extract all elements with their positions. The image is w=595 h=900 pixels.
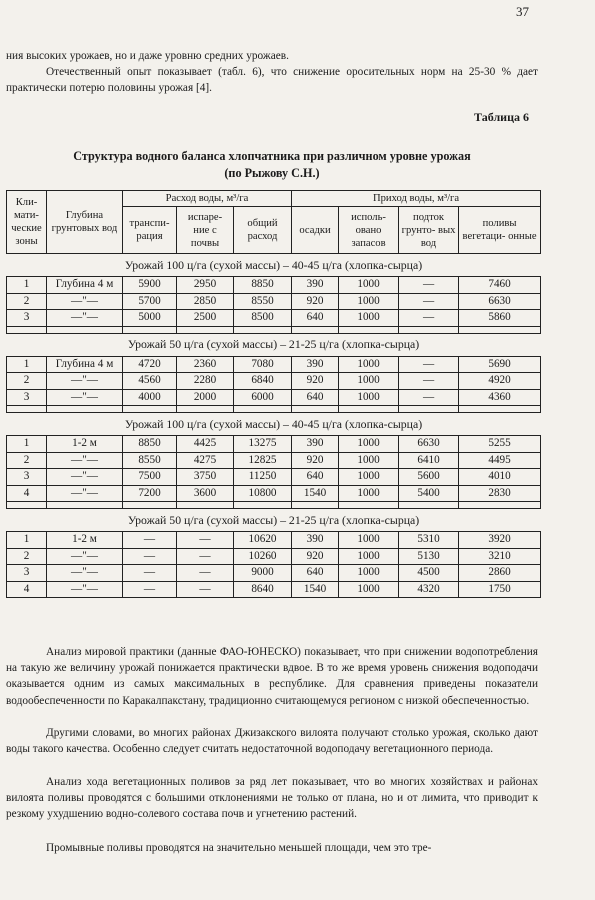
table-cell: 1000 (339, 532, 399, 549)
table-cell: —"— (47, 373, 123, 390)
table-cell: 1000 (339, 373, 399, 390)
spacer-cell (177, 406, 234, 413)
table-cell: 6410 (399, 452, 459, 469)
table-cell: — (399, 356, 459, 373)
table-row (7, 469, 541, 486)
table-cell: —"— (47, 310, 123, 327)
table-cell: — (177, 532, 234, 549)
table-row (7, 277, 541, 294)
table-cell: 390 (292, 356, 339, 373)
header-used-reserves: исполь- овано запасов (339, 207, 399, 254)
table-cell: 8640 (234, 581, 292, 598)
spacer-cell (47, 502, 123, 509)
spacer-cell (123, 326, 177, 333)
table-cell: 2 (7, 293, 47, 310)
section-title: Урожай 100 ц/га (сухой массы) – 40-45 ц/га (хлопка-сырца) (7, 254, 541, 277)
table-cell: —"— (47, 485, 123, 502)
table-row (7, 389, 541, 406)
table-cell: —"— (47, 469, 123, 486)
spacer-cell (292, 502, 339, 509)
table-cell: 1-2 м (47, 532, 123, 549)
table-cell: 2280 (177, 373, 234, 390)
table-cell: 640 (292, 310, 339, 327)
table-cell: 1540 (292, 485, 339, 502)
table-cell: 1000 (339, 436, 399, 453)
section-title-row (7, 509, 541, 532)
table-cell: 640 (292, 389, 339, 406)
table-cell: 390 (292, 436, 339, 453)
table-cell: 3 (7, 310, 47, 327)
table-cell: 3920 (459, 532, 541, 549)
table-cell: 390 (292, 277, 339, 294)
table-cell: 2 (7, 452, 47, 469)
table-row (7, 548, 541, 565)
table-row (7, 356, 541, 373)
spacer-cell (459, 406, 541, 413)
table-cell: — (123, 565, 177, 582)
spacer-cell (399, 502, 459, 509)
table-cell: 390 (292, 532, 339, 549)
spacer-cell (234, 406, 292, 413)
table-body (7, 254, 541, 598)
table-cell: 1000 (339, 452, 399, 469)
table-cell: 4495 (459, 452, 541, 469)
spacer-cell (47, 326, 123, 333)
table-row (7, 565, 541, 582)
table-title (6, 148, 538, 182)
table-cell: 4 (7, 581, 47, 598)
table-cell: 1 (7, 277, 47, 294)
section-spacer (7, 406, 541, 413)
table-cell: 4000 (123, 389, 177, 406)
table-cell: 2830 (459, 485, 541, 502)
table-cell: 5600 (399, 469, 459, 486)
section-spacer (7, 502, 541, 509)
body-paragraph-2: Другими словами, во многих районах Джизакского вилоята получают столько урожая, сколько дают воды такого качества. Особенно следует считать недостаточной водоподачу вегетационного периода. (6, 727, 538, 756)
body-paragraph-1: Анализ мировой практики (данные ФАО-ЮНЕСКО) показывает, что при снижении водопотребления на такую же величину урожай понижается практически вдвое. В то же время уровень снижения водоподачи оказывается одним из самых максимальных в республике. Для сравнения приведены показатели водообеспеченности по Каракалпакстану, традиционно считающемуся регионом с низкой обеспеченностью. (6, 646, 538, 707)
table-cell: 10260 (234, 548, 292, 565)
header-inflow: Приход воды, м³/га (292, 191, 541, 207)
table-cell: 2 (7, 548, 47, 565)
table-cell: 3210 (459, 548, 541, 565)
table-cell: 8850 (234, 277, 292, 294)
table-cell: 3 (7, 565, 47, 582)
table-cell: 1-2 м (47, 436, 123, 453)
table-cell: —"— (47, 581, 123, 598)
table-cell: — (177, 565, 234, 582)
table-cell: — (177, 548, 234, 565)
table-cell: 4320 (399, 581, 459, 598)
table-cell: 4500 (399, 565, 459, 582)
table-cell: 10620 (234, 532, 292, 549)
table-cell: Глубина 4 м (47, 277, 123, 294)
table-cell: 4 (7, 485, 47, 502)
header-total: общий расход (234, 207, 292, 254)
table-cell: 7500 (123, 469, 177, 486)
table-row (7, 532, 541, 549)
header-evaporation: испаре- ние с почвы (177, 207, 234, 254)
table-cell: 2000 (177, 389, 234, 406)
table-cell: 4275 (177, 452, 234, 469)
spacer-cell (177, 502, 234, 509)
section-title-row (7, 413, 541, 436)
table-cell: 5310 (399, 532, 459, 549)
header-zones: Кли- мати- ческие зоны (7, 191, 47, 254)
table-cell: —"— (47, 548, 123, 565)
table-cell: 11250 (234, 469, 292, 486)
table-cell: 2360 (177, 356, 234, 373)
table-cell: — (399, 293, 459, 310)
section-title: Урожай 50 ц/га (сухой массы) – 21-25 ц/га (хлопка-сырца) (7, 509, 541, 532)
table-cell: —"— (47, 389, 123, 406)
table-cell: 5900 (123, 277, 177, 294)
table-cell: 2500 (177, 310, 234, 327)
table-cell: — (399, 389, 459, 406)
table-row (7, 373, 541, 390)
table-cell: 1 (7, 356, 47, 373)
table-cell: 3 (7, 469, 47, 486)
table-cell: 2 (7, 373, 47, 390)
table-cell: 5690 (459, 356, 541, 373)
table-cell: 8550 (234, 293, 292, 310)
table-row (7, 310, 541, 327)
body-paragraph-3: Анализ хода вегетационных поливов за ряд лет показывает, что во многих хозяйствах и районах вилоята поливы проводятся с большими отклонениями не только от плана, но и от лимита, что приводит к резкому ухудшению водно-солевого состава почв и угнетению растений. (6, 776, 538, 821)
table-cell: 920 (292, 373, 339, 390)
table-cell: 1000 (339, 389, 399, 406)
header-depth: Глубина грунтовых вод (47, 191, 123, 254)
section-title-row (7, 333, 541, 356)
table-cell: 9000 (234, 565, 292, 582)
table-cell: — (123, 581, 177, 598)
table-cell: 1000 (339, 548, 399, 565)
table-cell: — (123, 548, 177, 565)
table-cell: 4360 (459, 389, 541, 406)
table-cell: 8500 (234, 310, 292, 327)
table-cell: —"— (47, 452, 123, 469)
table-cell: 640 (292, 469, 339, 486)
table-cell: 3 (7, 389, 47, 406)
table-cell: 4010 (459, 469, 541, 486)
header-irrigation: поливы вегетаци- онные (459, 207, 541, 254)
section-title: Урожай 100 ц/га (сухой массы) – 40-45 ц/га (хлопка-сырца) (7, 413, 541, 436)
spacer-cell (399, 326, 459, 333)
table-cell: —"— (47, 565, 123, 582)
table-title-line2: (по Рыжову С.Н.) (224, 166, 320, 180)
table-cell: 1 (7, 532, 47, 549)
table-cell: 13275 (234, 436, 292, 453)
header-groundwater: подток грунто- вых вод (399, 207, 459, 254)
spacer-cell (339, 406, 399, 413)
table-row (7, 452, 541, 469)
table-cell: 1000 (339, 469, 399, 486)
spacer-cell (234, 502, 292, 509)
section-spacer (7, 326, 541, 333)
spacer-cell (399, 406, 459, 413)
table-cell: 5130 (399, 548, 459, 565)
table-cell: 1000 (339, 277, 399, 294)
table-cell: 8550 (123, 452, 177, 469)
table-cell: 5700 (123, 293, 177, 310)
table-cell: 7080 (234, 356, 292, 373)
table-row (7, 581, 541, 598)
spacer-cell (339, 502, 399, 509)
table-cell: 7200 (123, 485, 177, 502)
table-row (7, 293, 541, 310)
spacer-cell (292, 406, 339, 413)
table-cell: 6630 (399, 436, 459, 453)
table-cell: 1000 (339, 485, 399, 502)
table-cell: 4560 (123, 373, 177, 390)
table-cell: — (399, 373, 459, 390)
table-cell: 4425 (177, 436, 234, 453)
table-cell: — (123, 532, 177, 549)
table-cell: 3750 (177, 469, 234, 486)
table-cell: — (399, 277, 459, 294)
spacer-cell (459, 326, 541, 333)
table-cell: 1000 (339, 356, 399, 373)
spacer-cell (234, 326, 292, 333)
header-precipitation: осадки (292, 207, 339, 254)
table-cell: 6000 (234, 389, 292, 406)
table-cell: 7460 (459, 277, 541, 294)
table-title-line1: Структура водного баланса хлопчатника при различном уровне урожая (73, 149, 471, 163)
table-cell: 1000 (339, 310, 399, 327)
section-title-row (7, 254, 541, 277)
spacer-cell (7, 326, 47, 333)
table-cell: 6630 (459, 293, 541, 310)
table-cell: 6840 (234, 373, 292, 390)
table-cell: 12825 (234, 452, 292, 469)
spacer-cell (7, 406, 47, 413)
table-cell: 640 (292, 565, 339, 582)
table-cell: 3600 (177, 485, 234, 502)
spacer-cell (459, 502, 541, 509)
table-cell: 1000 (339, 565, 399, 582)
table-cell: 2860 (459, 565, 541, 582)
table-cell: — (399, 310, 459, 327)
header-transpiration: транспи- рация (123, 207, 177, 254)
spacer-cell (123, 406, 177, 413)
spacer-cell (177, 326, 234, 333)
page-number: 37 (516, 4, 529, 19)
body-paragraph-4: Промывные поливы проводятся на значительно меньшей площади, чем это тре- (46, 842, 432, 854)
table-cell: 5000 (123, 310, 177, 327)
water-balance-table (6, 190, 541, 598)
table-cell: 4720 (123, 356, 177, 373)
table-cell: 4920 (459, 373, 541, 390)
table-cell: 1000 (339, 581, 399, 598)
spacer-cell (47, 406, 123, 413)
table-cell: 10800 (234, 485, 292, 502)
table-cell: 1 (7, 436, 47, 453)
table-cell: 5400 (399, 485, 459, 502)
table-cell: 2850 (177, 293, 234, 310)
spacer-cell (7, 502, 47, 509)
table-cell: —"— (47, 293, 123, 310)
spacer-cell (292, 326, 339, 333)
table-cell: 920 (292, 293, 339, 310)
intro-line: ния высоких урожаев, но и даже уровню средних урожаев. (6, 50, 289, 62)
header-outflow: Расход воды, м³/га (123, 191, 292, 207)
table-cell: 1000 (339, 293, 399, 310)
table-row (7, 485, 541, 502)
table-cell: 5860 (459, 310, 541, 327)
table-cell: 1750 (459, 581, 541, 598)
spacer-cell (123, 502, 177, 509)
table-cell: 2950 (177, 277, 234, 294)
spacer-cell (339, 326, 399, 333)
table-row (7, 436, 541, 453)
table-cell: 8850 (123, 436, 177, 453)
table-cell: 920 (292, 452, 339, 469)
table-caption: Таблица 6 (474, 110, 529, 124)
intro-paragraph: Отечественный опыт показывает (табл. 6), что снижение оросительных норм на 25-30 % дает практически потерю половины урожая [4]. (6, 66, 538, 95)
table-cell: 920 (292, 548, 339, 565)
table-cell: — (177, 581, 234, 598)
table-cell: 1540 (292, 581, 339, 598)
section-title: Урожай 50 ц/га (сухой массы) – 21-25 ц/га (хлопка-сырца) (7, 333, 541, 356)
table-cell: 5255 (459, 436, 541, 453)
table-cell: Глубина 4 м (47, 356, 123, 373)
